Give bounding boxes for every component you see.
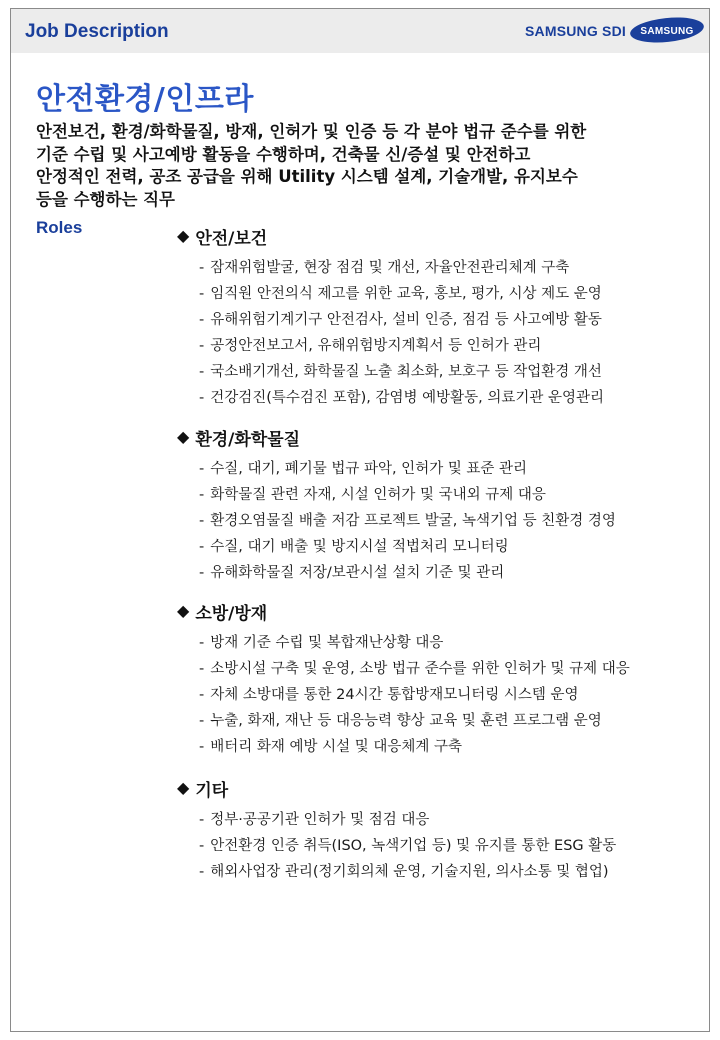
samsung-logo-icon <box>629 15 705 45</box>
role-list <box>177 630 707 760</box>
summary-line: 안정적인 전력, 공조 공급을 위해 Utility 시스템 설계, 기술개발, 유지보수 <box>36 167 578 186</box>
role-list <box>177 807 707 885</box>
diamond-bullet-icon: ◆ <box>177 427 190 446</box>
list-item: - 수질, 대기, 폐기물 법규 파악, 인허가 및 표준 관리 <box>199 461 528 477</box>
section-safety-health <box>177 223 707 411</box>
section-etc <box>177 775 707 885</box>
list-item: - 유해위험기계기구 안전검사, 설비 인증, 점검 등 사고예방 활동 <box>199 312 602 328</box>
samsung-logo-text: SAMSUNG <box>640 26 694 37</box>
list-item: - 잠재위험발굴, 현장 점검 및 개선, 자율안전관리체계 구축 <box>199 260 570 276</box>
summary-line: 기준 수립 및 사고예방 활동을 수행하며, 건축물 신/증설 및 안전하고 <box>36 144 531 164</box>
header-title: Job Description <box>25 21 169 42</box>
list-item: - 정부·공공기관 인허가 및 점검 대응 <box>199 812 430 828</box>
list-item: - 해외사업장 관리(정기회의체 운영, 기술지원, 의사소통 및 협업) <box>199 864 609 880</box>
section-title <box>177 424 707 450</box>
list-item: - 공정안전보고서, 유해위험방지계획서 등 인허가 관리 <box>199 338 542 354</box>
diamond-bullet-icon: ◆ <box>177 601 190 620</box>
list-item: - 누출, 화재, 재난 등 대응능력 향상 교육 및 훈련 프로그램 운영 <box>199 713 602 729</box>
diamond-bullet-icon: ◆ <box>177 778 190 797</box>
list-item: - 건강검진(특수검진 포함), 감염병 예방활동, 의료기관 운영관리 <box>199 390 604 406</box>
section-heading: 환경/화학물질 <box>195 429 301 450</box>
list-item: - 화학물질 관련 자재, 시설 인허가 및 국내외 규제 대응 <box>199 487 546 503</box>
list-item: - 국소배기개선, 화학물질 노출 최소화, 보호구 등 작업환경 개선 <box>199 364 602 380</box>
diamond-bullet-icon: ◆ <box>177 226 190 245</box>
role-list <box>177 456 707 586</box>
summary-line: 등을 수행하는 직무 <box>36 189 176 209</box>
section-fire-disaster <box>177 598 707 760</box>
section-heading: 소방/방재 <box>195 603 268 624</box>
page-title: 안전환경/인프라 <box>36 82 254 117</box>
brand-name: SAMSUNG SDI <box>525 23 626 39</box>
job-summary <box>36 121 696 211</box>
roles-label: Roles <box>36 218 83 237</box>
list-item: - 임직원 안전의식 제고를 위한 교육, 홍보, 평가, 시상 제도 운영 <box>199 286 602 302</box>
section-title <box>177 598 707 624</box>
section-environment-chemicals <box>177 424 707 586</box>
list-item: - 유해화학물질 저장/보관시설 설치 기준 및 관리 <box>199 565 505 581</box>
section-title <box>177 223 707 249</box>
header-bar <box>11 9 709 53</box>
section-title <box>177 775 707 801</box>
list-item: - 안전환경 인증 취득(ISO, 녹색기업 등) 및 유지를 통한 ESG 활동 <box>199 838 617 854</box>
section-heading: 기타 <box>195 780 229 801</box>
list-item: - 소방시설 구축 및 운영, 소방 법규 준수를 위한 인허가 및 규제 대응 <box>199 661 630 677</box>
list-item: - 배터리 화재 예방 시설 및 대응체계 구축 <box>199 739 462 755</box>
list-item: - 환경오염물질 배출 저감 프로젝트 발굴, 녹색기업 등 친환경 경영 <box>199 513 616 529</box>
list-item: - 자체 소방대를 통한 24시간 통합방재모니터링 시스템 운영 <box>199 687 579 703</box>
summary-line: 안전보건, 환경/화학물질, 방재, 인허가 및 인증 등 각 분야 법규 준수를 위한 <box>36 122 587 141</box>
list-item: - 방재 기준 수립 및 복합재난상황 대응 <box>199 635 444 651</box>
role-list <box>177 255 707 411</box>
list-item: - 수질, 대기 배출 및 방지시설 적법처리 모니터링 <box>199 539 509 555</box>
section-heading: 안전/보건 <box>195 228 268 249</box>
